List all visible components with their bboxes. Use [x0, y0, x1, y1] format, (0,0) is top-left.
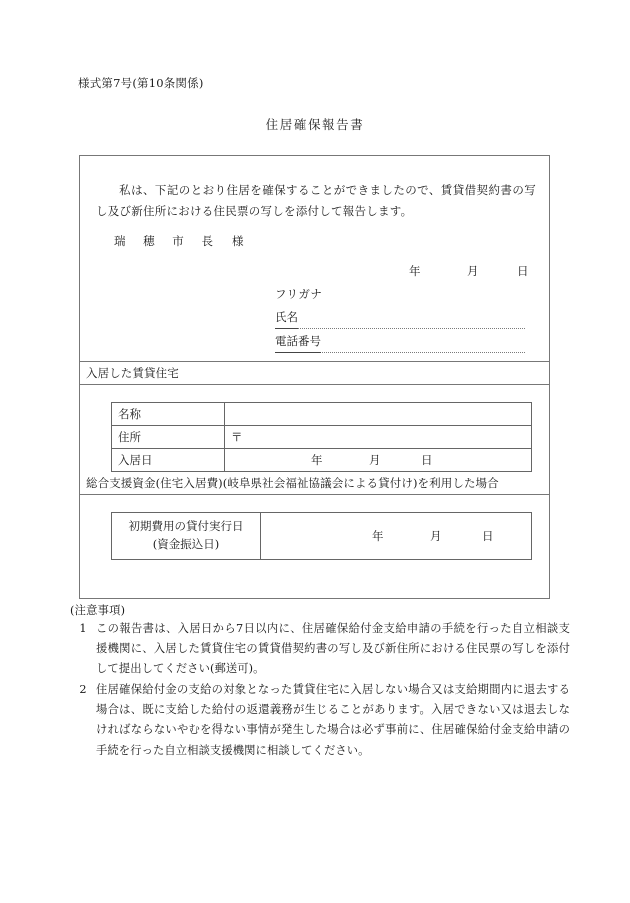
loan-execution-date-value[interactable] — [261, 513, 532, 560]
housing-table-wrap — [80, 385, 549, 472]
loan-month-label: 月 — [430, 528, 442, 543]
table-row — [112, 403, 532, 426]
housing-name-value[interactable] — [225, 403, 532, 426]
name-field[interactable] — [275, 305, 525, 329]
note-text: 住居確保給付金の支給の対象となった賃貸住宅に入居しない場合又は支給期間内に退去する場合は、既に支給した給付の返還義務が生じることがあります。入居できない又は退去しなければならないやむを得ない事情が発生した場合は必ず事前に、住居確保給付金支給申請の手続を行った自立相談支援機関に相談してください。 — [96, 683, 570, 757]
movein-date — [231, 452, 433, 468]
date-month-label: 月 — [467, 264, 479, 278]
loan-date — [267, 528, 494, 544]
movein-month-label: 月 — [369, 453, 381, 467]
note-text: この報告書は、入居日から7日以内に、住居確保給付金支給申請の手続を行った自立相談支援機関に、入居した賃貸住宅の賃貸借契約書の写し及び新住所における住民票の写しを添付して提出してください(郵送可)。 — [96, 622, 570, 676]
phone-field-label: 電話番号 — [275, 331, 321, 353]
housing-address-value[interactable] — [225, 426, 532, 449]
addressee — [114, 233, 243, 249]
movein-day-label: 日 — [421, 453, 433, 467]
table-row — [112, 426, 532, 449]
notes-section — [70, 602, 570, 761]
phone-field[interactable] — [275, 329, 525, 353]
loan-year-label: 年 — [372, 528, 384, 543]
applicant-fields — [275, 284, 525, 353]
housing-moveindate-label: 入居日 — [112, 449, 225, 472]
notes-title: (注意事項) — [70, 604, 126, 617]
loan-label-line2: (資金振込日) — [152, 536, 220, 551]
housing-address-label: 住所 — [112, 426, 225, 449]
name-field-label: 氏名 — [275, 307, 298, 329]
loan-execution-date-label — [112, 513, 261, 560]
loan-table-wrap — [80, 495, 549, 560]
date-day-label: 日 — [517, 264, 529, 278]
housing-name-label: 名称 — [112, 403, 225, 426]
table-row — [112, 449, 532, 472]
addressee-name: 瑞 穂 市 長 — [114, 234, 220, 248]
housing-moveindate-value[interactable] — [225, 449, 532, 472]
furigana-label: フリガナ — [275, 287, 323, 301]
statement-body-text: 私は、下記のとおり住居を確保することができましたので、賃貸借契約書の写し及び新住所における住民票の写しを添付して報告します。 — [96, 183, 536, 219]
form-box — [79, 155, 550, 599]
housing-table — [111, 402, 532, 472]
date-year-label: 年 — [409, 264, 421, 278]
table-row — [112, 513, 532, 560]
list-item — [70, 680, 570, 760]
loan-day-label: 日 — [482, 528, 494, 543]
housing-section-header: 入居した賃貸住宅 — [80, 362, 549, 385]
list-item — [70, 619, 570, 679]
addressee-honorific: 様 — [231, 234, 244, 248]
submission-date — [360, 263, 535, 279]
postal-code-icon: 〒 — [231, 430, 243, 444]
loan-table — [111, 512, 532, 560]
note-number: 2 — [79, 683, 87, 697]
page-title: 住居確保報告書 — [265, 117, 365, 132]
form-number: 様式第7号(第10条関係) — [78, 76, 204, 90]
loan-label-line1: 初期費用の貸付実行日 — [128, 519, 244, 533]
movein-year-label: 年 — [311, 453, 323, 467]
note-number: 1 — [79, 622, 87, 635]
statement-text — [96, 180, 536, 223]
loan-section-header: 総合支援資金(住宅入居費)(岐阜県社会福祉協議会による貸付け)を利用した場合 — [80, 472, 549, 495]
statement-section — [80, 156, 549, 362]
